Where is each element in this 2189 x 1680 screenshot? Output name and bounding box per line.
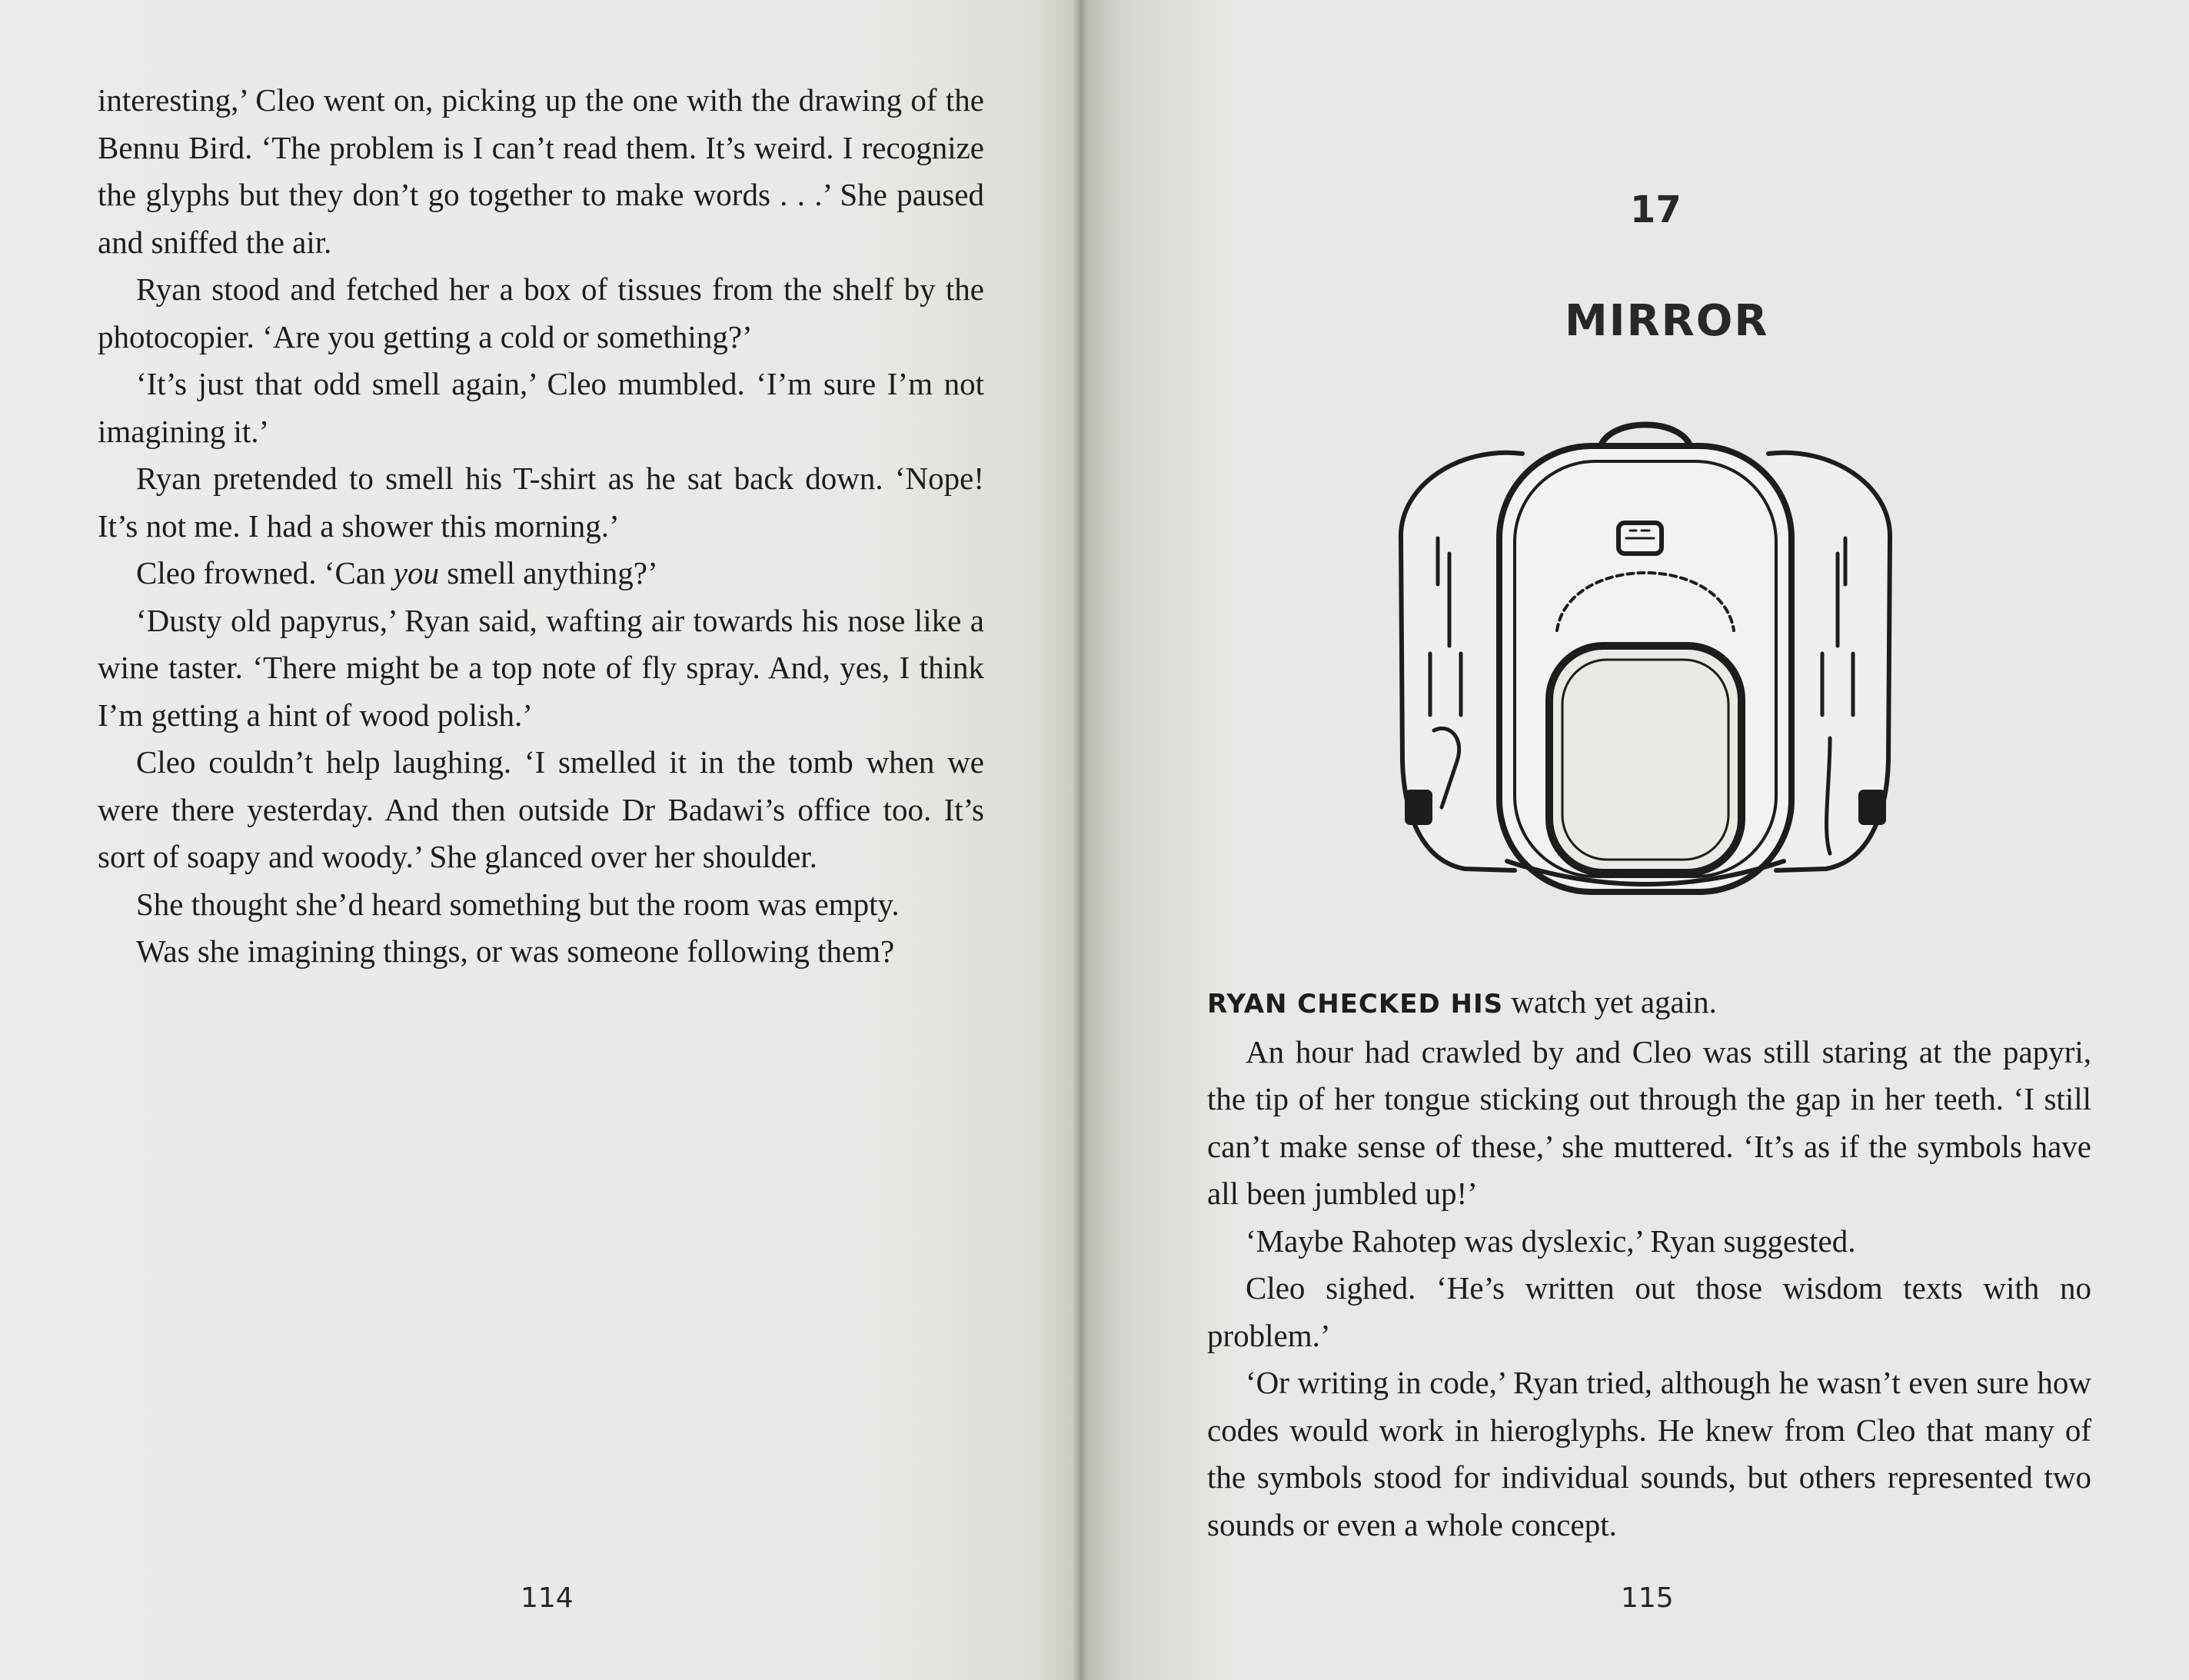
paragraph: An hour had crawled by and Cleo was still staring at the papyri, the tip of her tongue sticking out through the gap in her teeth. ‘I still can’t make sense of these,’ she muttered. ‘It’s as if the symbols have all been jumbled up!’ xyxy=(1207,1033,2091,1211)
page-number: 114 xyxy=(521,1582,574,1614)
paragraph: She thought she’d heard something but the room was empty. xyxy=(136,886,900,922)
left-page-text xyxy=(98,77,984,976)
left-page xyxy=(0,0,1080,1680)
paragraph: Cleo couldn’t help laughing. ‘I smelled it in the tomb when we were there yesterday. And then outside Dr Badawi’s office too. It’s sort of soapy and woody.’ She glanced over her shoulder. xyxy=(98,744,984,874)
emphasis-text: you xyxy=(393,555,439,590)
text-run: smell anything?’ xyxy=(438,555,658,590)
paragraph: Was she imagining things, or was someone following them? xyxy=(136,933,895,969)
chapter-title: MIRROR xyxy=(1565,296,1769,346)
paragraph: ‘Maybe Rahotep was dyslexic,’ Ryan suggested. xyxy=(1246,1223,1856,1259)
paragraph: interesting,’ Cleo went on, picking up the one with the drawing of the Bennu Bird. ‘The problem is I can’t read them. It’s weird. I recognize the glyphs but they don’t go together to make words . . .’ She paused and sniffed the air. xyxy=(98,82,984,260)
paragraph xyxy=(98,550,984,597)
chapter-number: 17 xyxy=(1630,188,1682,231)
paragraph: Ryan stood and fetched her a box of tissues from the shelf by the photocopier. ‘Are you getting a cold or something?’ xyxy=(98,271,984,354)
page-number: 115 xyxy=(1621,1582,1674,1614)
paragraph: ‘It’s just that odd smell again,’ Cleo mumbled. ‘I’m sure I’m not imagining it.’ xyxy=(98,366,984,449)
right-page-text xyxy=(1207,979,2091,1549)
book-gutter xyxy=(1073,0,1088,1680)
paragraph: ‘Dusty old papyrus,’ Ryan said, wafting air towards his nose like a wine taster. ‘There might be a top note of fly spray. And, yes, I think I’m getting a hint of wood polish.’ xyxy=(98,602,984,733)
paragraph: Cleo sighed. ‘He’s written out those wisdom texts with no problem.’ xyxy=(1207,1270,2091,1353)
paragraph: Ryan pretended to smell his T-shirt as he sat back down. ‘Nope! It’s not me. I had a shower this morning.’ xyxy=(98,461,984,544)
paragraph xyxy=(1207,979,2091,1029)
text-run: Cleo frowned. ‘Can xyxy=(136,555,394,590)
chapter-lead-in: RYAN CHECKED HIS xyxy=(1207,989,1504,1020)
text-run: watch yet again. xyxy=(1503,984,1717,1020)
backpack-icon xyxy=(1392,400,1899,907)
paragraph: ‘Or writing in code,’ Ryan tried, although he wasn’t even sure how codes would work in hieroglyphs. He knew from Cleo that many of the symbols stood for individual sounds, but others represented two sounds or even a whole concept. xyxy=(1207,1365,2091,1542)
